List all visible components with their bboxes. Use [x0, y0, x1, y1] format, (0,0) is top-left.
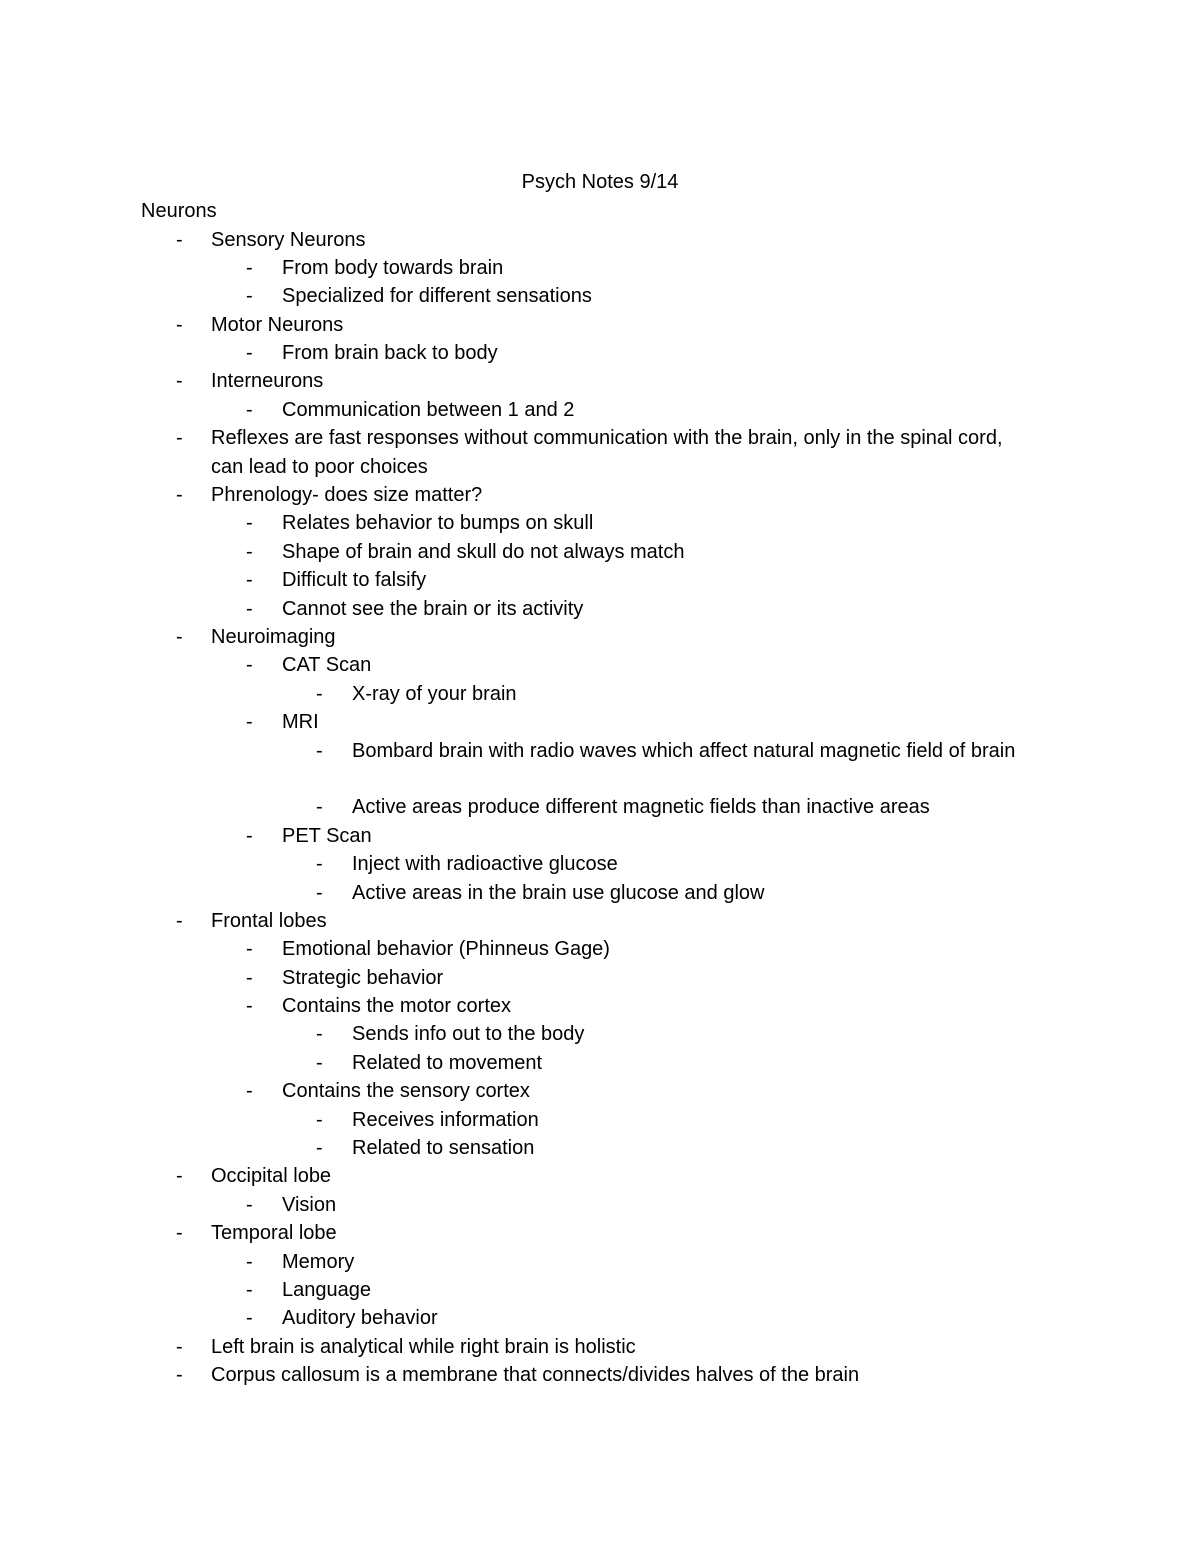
list-item-text: Memory: [282, 1250, 355, 1273]
list-item: [0, 708, 1200, 736]
bullet-dash: -: [316, 881, 323, 904]
list-item: [0, 935, 1200, 963]
bullet-dash: -: [316, 682, 323, 705]
list-item: [0, 879, 1200, 907]
bullet-dash: -: [246, 256, 253, 279]
bullet-dash: -: [176, 427, 183, 450]
bullet-dash: -: [176, 1364, 183, 1387]
list-item-text: Active areas produce different magnetic fields than inactive areas: [352, 796, 930, 819]
list-item-text: Contains the sensory cortex: [282, 1080, 530, 1103]
list-item-text: Vision: [282, 1193, 337, 1216]
bullet-dash: -: [176, 1165, 183, 1188]
list-item-text: Corpus callosum is a membrane that connects/divides halves of the brain: [211, 1364, 860, 1387]
bullet-dash: -: [246, 654, 253, 677]
bullet-dash: -: [246, 995, 253, 1018]
bullet-dash: -: [246, 540, 253, 563]
bullet-dash: -: [176, 484, 183, 507]
bullet-dash: -: [246, 711, 253, 734]
bullet-dash: -: [246, 1250, 253, 1273]
bullet-dash: -: [176, 228, 183, 251]
list-item: [0, 254, 1200, 282]
bullet-dash: -: [246, 1080, 253, 1103]
list-item-text: From body towards brain: [282, 256, 504, 279]
list-item-text: Phrenology- does size matter?: [211, 484, 483, 507]
list-item: [0, 1077, 1200, 1105]
list-item-text: Related to movement: [352, 1051, 543, 1074]
list-item: [0, 339, 1200, 367]
list-item-text: Inject with radioactive glucose: [352, 853, 618, 876]
notes-list: [0, 226, 1200, 1390]
list-item: [0, 1191, 1200, 1219]
bullet-dash: -: [246, 1307, 253, 1330]
list-item: [0, 964, 1200, 992]
list-item: [0, 992, 1200, 1020]
list-item-text: Reflexes are fast responses without communication with the brain, only in the spinal cord, can lead to poor choices: [211, 427, 1003, 478]
list-item: [0, 623, 1200, 651]
document-title: Psych Notes 9/14: [521, 171, 679, 193]
list-item-text: Shape of brain and skull do not always match: [282, 540, 685, 563]
list-item: [0, 509, 1200, 537]
bullet-dash: -: [176, 313, 183, 336]
list-item-text: Strategic behavior: [282, 966, 444, 989]
list-item: [0, 367, 1200, 395]
list-item-text: Relates behavior to bumps on skull: [282, 512, 594, 535]
list-item: [0, 1219, 1200, 1247]
bullet-dash: -: [246, 1193, 253, 1216]
bullet-dash: -: [246, 1278, 253, 1301]
list-item: [0, 1333, 1200, 1361]
list-item-text: Occipital lobe: [211, 1165, 332, 1188]
list-item-text: Language: [282, 1278, 371, 1301]
bullet-dash: -: [246, 285, 253, 308]
list-item-text: Frontal lobes: [211, 909, 327, 932]
bullet-dash: -: [316, 1137, 323, 1160]
list-item-text: Contains the motor cortex: [282, 995, 511, 1018]
list-item: [0, 1361, 1200, 1389]
list-item: [0, 1049, 1200, 1077]
list-item-text: Sends info out to the body: [352, 1023, 585, 1046]
bullet-dash: -: [176, 909, 183, 932]
list-item: [0, 424, 1200, 481]
list-item-text: From brain back to body: [282, 342, 498, 365]
list-item: [0, 1106, 1200, 1134]
list-item: [0, 481, 1200, 509]
list-item-text: Communication between 1 and 2: [282, 398, 575, 421]
list-item-text: Related to sensation: [352, 1137, 535, 1160]
bullet-dash: -: [246, 824, 253, 847]
list-item: [0, 850, 1200, 878]
list-item: [0, 282, 1200, 310]
bullet-dash: -: [316, 739, 323, 762]
list-item: [0, 907, 1200, 935]
list-item-text: Interneurons: [211, 370, 324, 393]
bullet-dash: -: [246, 597, 253, 620]
bullet-dash: -: [246, 398, 253, 421]
list-item: [0, 1162, 1200, 1190]
list-item-text: Emotional behavior (Phinneus Gage): [282, 938, 610, 961]
list-item-text: Left brain is analytical while right brain is holistic: [211, 1335, 636, 1358]
list-item: [0, 226, 1200, 254]
list-item-text: Sensory Neurons: [211, 228, 366, 251]
list-item-text: Bombard brain with radio waves which affect natural magnetic field of brain: [352, 739, 1016, 762]
list-item-text: CAT Scan: [282, 654, 372, 677]
bullet-dash: -: [246, 966, 253, 989]
list-item: [0, 311, 1200, 339]
list-item: [0, 538, 1200, 566]
list-item-text: Auditory behavior: [282, 1307, 438, 1330]
list-item: [0, 793, 1200, 821]
list-item-text: Motor Neurons: [211, 313, 344, 336]
bullet-dash: -: [246, 342, 253, 365]
list-item-text: Active areas in the brain use glucose and glow: [352, 881, 765, 904]
bullet-dash: -: [316, 1023, 323, 1046]
list-item: [0, 1304, 1200, 1332]
list-item-text: X-ray of your brain: [352, 682, 517, 705]
list-item: [0, 1248, 1200, 1276]
section-heading: Neurons: [141, 200, 217, 222]
list-item: [0, 396, 1200, 424]
bullet-dash: -: [246, 569, 253, 592]
list-item: [0, 566, 1200, 594]
bullet-dash: -: [246, 512, 253, 535]
list-item-text: PET Scan: [282, 824, 372, 847]
bullet-dash: -: [316, 1051, 323, 1074]
list-item-text: Neuroimaging: [211, 625, 336, 648]
bullet-dash: -: [246, 938, 253, 961]
bullet-dash: -: [316, 1108, 323, 1131]
list-item-text: MRI: [282, 711, 319, 734]
bullet-dash: -: [176, 370, 183, 393]
list-item-text: Receives information: [352, 1108, 539, 1131]
bullet-dash: -: [176, 1222, 183, 1245]
list-item: [0, 1134, 1200, 1162]
bullet-dash: -: [176, 1335, 183, 1358]
list-item-text: Specialized for different sensations: [282, 285, 592, 308]
list-item: [0, 1020, 1200, 1048]
list-item-text: Difficult to falsify: [282, 569, 427, 592]
list-item: [0, 595, 1200, 623]
list-item-text: Temporal lobe: [211, 1222, 337, 1245]
bullet-dash: -: [316, 853, 323, 876]
bullet-dash: -: [316, 796, 323, 819]
list-item: [0, 651, 1200, 679]
list-item: [0, 1276, 1200, 1304]
list-item: [0, 680, 1200, 708]
bullet-dash: -: [176, 625, 183, 648]
list-item: [0, 822, 1200, 850]
list-item: [0, 737, 1200, 794]
list-item-text: Cannot see the brain or its activity: [282, 597, 584, 620]
